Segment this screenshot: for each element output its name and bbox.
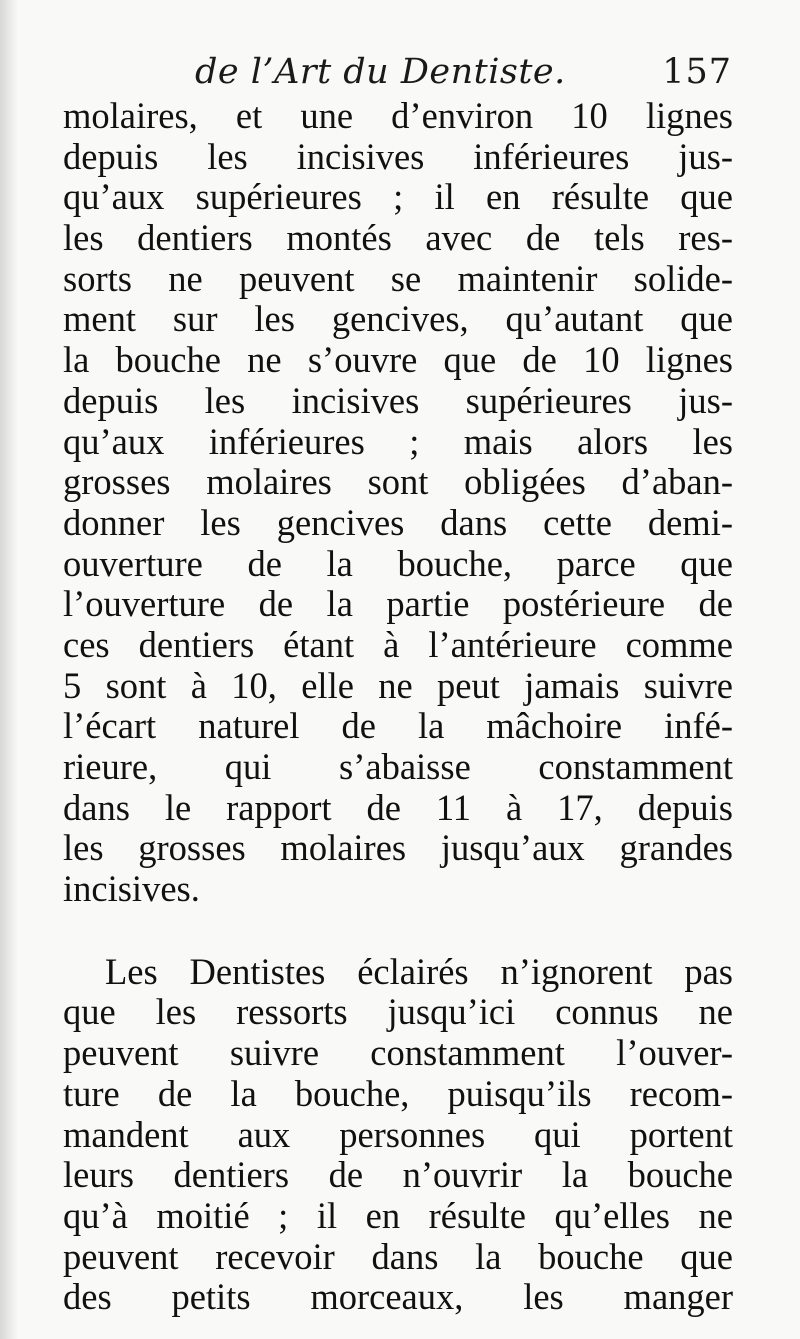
page-header: [195, 52, 740, 92]
text-line: ture de la bouche, puisqu’ils recom-: [63, 1072, 733, 1114]
text-line: molaires, et une d’environ 10 lignes: [63, 95, 733, 136]
paragraph-1: [63, 96, 733, 910]
text-line: ment sur les gencives, qu’autant que: [63, 298, 733, 340]
text-line: ouverture de la bouche, parce que: [63, 542, 733, 584]
text-line: grosses molaires sont obligées d’aban-: [63, 461, 733, 503]
text-line: peuvent recevoir dans la bouche que: [63, 1235, 733, 1277]
text-line: qu’à moitié ; il en résulte qu’elles ne: [63, 1194, 733, 1236]
text-line: l’ouverture de la partie postérieure de: [63, 583, 733, 625]
text-line: des petits morceaux, les manger: [63, 1276, 733, 1318]
text-line: les dentiers montés avec de tels res-: [63, 217, 733, 259]
text-line: Les Dentistes éclairés n’ignorent pas: [105, 950, 733, 992]
text-line: ces dentiers étant à l’antérieure comme: [63, 623, 733, 665]
text-line: depuis les incisives inférieures jus-: [63, 135, 733, 177]
text-line: rieure, qui s’abaisse constamment: [63, 746, 733, 787]
text-line: peuvent suivre constamment l’ouver-: [63, 1032, 733, 1074]
text-line: sorts ne peuvent se maintenir solide-: [63, 257, 733, 299]
paragraph-2: [63, 952, 733, 1318]
text-line: dans le rapport de 11 à 17, depuis: [63, 786, 733, 828]
text-line: depuis les incisives supérieures jus-: [63, 379, 733, 421]
text-line: 5 sont à 10, elle ne peut jamais suivre: [63, 664, 733, 706]
text-line: l’écart naturel de la mâchoire infé-: [63, 705, 733, 747]
text-line: incisives.: [63, 868, 200, 910]
text-line: donner les gencives dans cette demi-: [63, 501, 733, 543]
text-line: mandent aux personnes qui portent: [63, 1113, 733, 1155]
body-text: [63, 96, 733, 1318]
page-number: 157: [662, 52, 732, 92]
text-line: leurs dentiers de n’ouvrir la bouche: [63, 1154, 733, 1196]
text-line: que les ressorts jusqu’ici connus ne: [63, 991, 733, 1033]
text-line: qu’aux supérieures ; il en résulte que: [63, 176, 733, 218]
text-line: les grosses molaires jusqu’aux grandes: [63, 827, 733, 869]
text-line: la bouche ne s’ouvre que de 10 lignes: [63, 339, 733, 381]
text-line: qu’aux inférieures ; mais alors les: [63, 420, 733, 462]
running-title: de l’Art du Dentiste.: [195, 52, 566, 92]
paragraph-gap: [63, 910, 733, 952]
